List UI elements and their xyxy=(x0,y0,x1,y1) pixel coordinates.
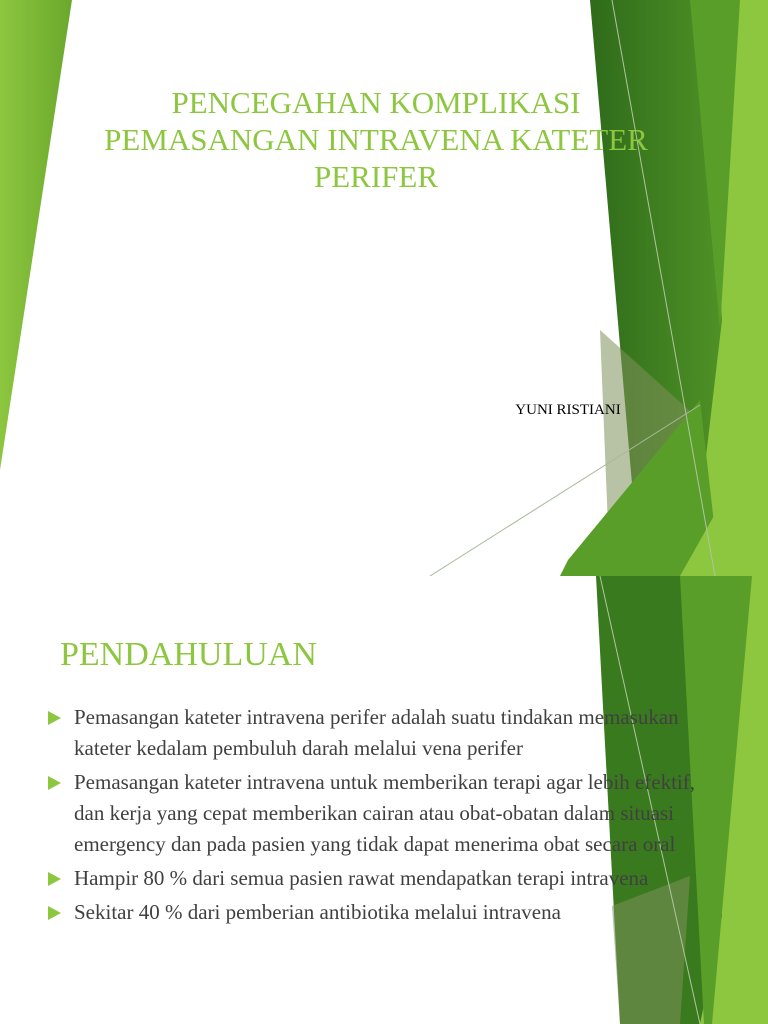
bullet-item: Pemasangan kateter intravena untuk memberikan terapi agar lebih efektif, dan kerja yang cepat memberikan cairan atau obat-obatan dalam situasi emergency dan pada pasien yang tidak dapat menerima obat secara oral xyxy=(46,767,706,860)
bullet-item: Hampir 80 % dari semua pasien rawat mendapatkan terapi intravena xyxy=(46,863,706,894)
bullet-list xyxy=(46,702,706,931)
bullet-item: Sekitar 40 % dari pemberian antibiotika melalui intravena xyxy=(46,897,706,928)
title-line: PEMASANGAN INTRAVENA KATETER xyxy=(104,122,648,158)
slide-heading: PENDAHULUAN xyxy=(60,636,317,673)
presentation-title xyxy=(40,84,712,196)
bullet-item: Pemasangan kateter intravena perifer adalah suatu tindakan memasukan kateter kedalam pembuluh darah melalui vena perifer xyxy=(46,702,706,764)
title-line: PENCEGAHAN KOMPLIKASI xyxy=(171,85,581,120)
author-name: YUNI RISTIANI xyxy=(515,402,621,418)
content-slide xyxy=(0,576,768,1024)
left-green-shape xyxy=(0,0,72,470)
title-line: PERIFER xyxy=(313,159,439,195)
